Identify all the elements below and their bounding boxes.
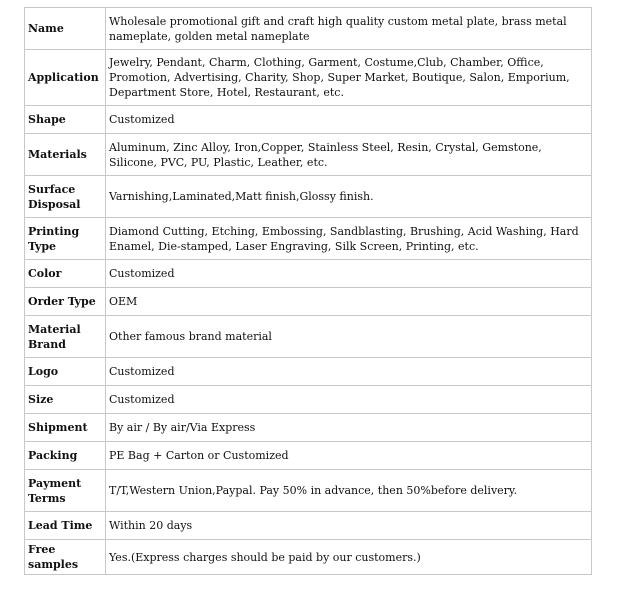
table-row [25,358,592,386]
row-value: Diamond Cutting, Etching, Embossing, Sandblasting, Brushing, Acid Washing, Hard Enamel, Die-stamped, Laser Engraving, Silk Screen, Printing, etc. [106,218,592,260]
row-value: OEM [106,288,592,316]
row-value: Customized [106,106,592,134]
table-row [25,260,592,288]
row-value: T/T,Western Union,Paypal. Pay 50% in advance, then 50%before delivery. [106,470,592,512]
row-value: Varnishing,Laminated,Matt finish,Glossy finish. [106,176,592,218]
row-value: PE Bag + Carton or Customized [106,442,592,470]
row-label: Material Brand [25,316,106,358]
row-value: Wholesale promotional gift and craft high quality custom metal plate, brass metal nameplate, golden metal nameplate [106,8,592,50]
row-label: Name [25,8,106,50]
row-label: Surface Disposal [25,176,106,218]
row-label: Application [25,50,106,106]
table-row [25,134,592,176]
table-row [25,8,592,50]
table-row [25,540,592,575]
table-row [25,288,592,316]
table-row [25,50,592,106]
table-row [25,106,592,134]
table-row [25,442,592,470]
row-label: Lead Time [25,512,106,540]
row-value: Customized [106,386,592,414]
row-value: Within 20 days [106,512,592,540]
row-label: Free samples [25,540,106,575]
table-row [25,176,592,218]
row-value: Customized [106,260,592,288]
row-label: Color [25,260,106,288]
row-value: Yes.(Express charges should be paid by our customers.) [106,540,592,575]
row-value: Other famous brand material [106,316,592,358]
row-label: Printing Type [25,218,106,260]
row-value: By air / By air/Via Express [106,414,592,442]
table-row [25,218,592,260]
row-label: Order Type [25,288,106,316]
row-label: Packing [25,442,106,470]
table-row [25,414,592,442]
table-row [25,386,592,414]
row-label: Shipment [25,414,106,442]
row-value: Customized [106,358,592,386]
row-value: Jewelry, Pendant, Charm, Clothing, Garment, Costume,Club, Chamber, Office, Promotion, Advertising, Charity, Shop, Super Market, Boutique, Salon, Emporium, Department Store, Hotel, Restaurant, etc. [106,50,592,106]
row-label: Materials [25,134,106,176]
row-value: Aluminum, Zinc Alloy, Iron,Copper, Stainless Steel, Resin, Crystal, Gemstone, Silicone, PVC, PU, Plastic, Leather, etc. [106,134,592,176]
row-label: Payment Terms [25,470,106,512]
product-spec-table [24,7,592,575]
row-label: Logo [25,358,106,386]
row-label: Shape [25,106,106,134]
table-row [25,316,592,358]
row-label: Size [25,386,106,414]
table-row [25,470,592,512]
table-row [25,512,592,540]
